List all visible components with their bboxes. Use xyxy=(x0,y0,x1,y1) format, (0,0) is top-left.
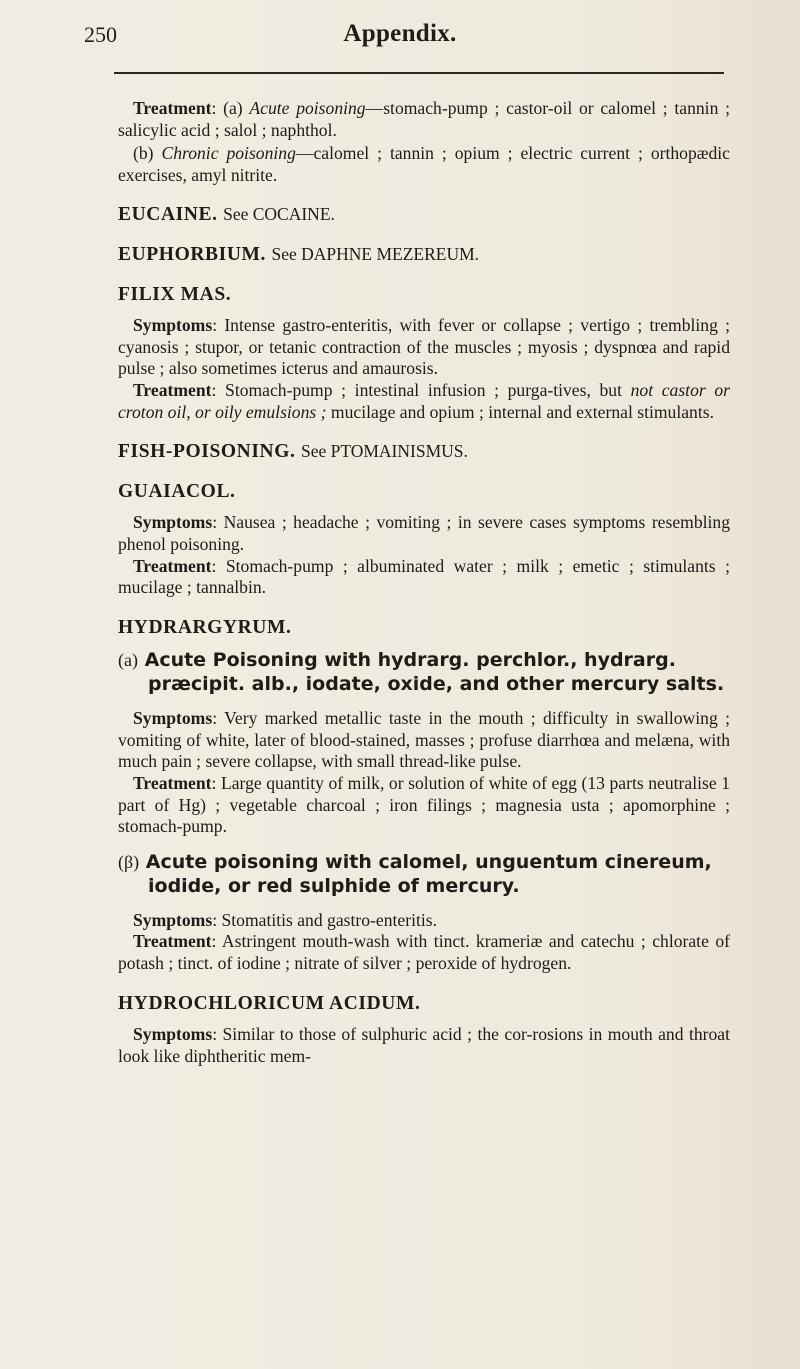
cross-reference: See COCAINE. xyxy=(223,204,335,225)
treatment-emphasis: not castor or croton oil, or oily emulsions ; xyxy=(118,379,730,422)
symptoms-label: Symptoms xyxy=(133,512,213,533)
running-title: Appendix. xyxy=(343,20,457,47)
treatment-label: Treatment xyxy=(133,931,212,952)
subsection-title: Acute poisoning with calomel, unguentum cinereum, iodide, or red sulphide of mercury. xyxy=(145,850,712,897)
treatment-paragraph: Treatment: (a) Acute poisoning—stomach-pump ; castor-oil or calomel ; tannin ; salicylic acid ; salol ; naphthol. xyxy=(118,98,730,140)
symptoms-label: Symptoms xyxy=(133,315,213,336)
list-marker: (a) xyxy=(223,98,243,118)
running-head xyxy=(0,20,800,60)
symptoms-paragraph: Symptoms: Stomatitis and gastro-enteritis. xyxy=(133,909,437,930)
symptoms-paragraph: Symptoms: Very marked metallic taste in the mouth ; difficulty in swallowing ; vomiting of white, later of blood-stained, masses ; profuse diarrhœa and melæna, with much pain ; severe collapse, with small thread-like pulse. xyxy=(118,708,731,772)
entry-title: FISH-POISONING. xyxy=(118,441,296,463)
treatment-paragraph xyxy=(118,143,730,186)
symptoms-paragraph: Symptoms: Nausea ; headache ; vomiting ; in severe cases symptoms resembling phenol poisoning. xyxy=(118,512,730,554)
treatment-text: Stomach-pump ; albuminated water ; milk ; emetic ; stimulants ; mucilage ; tannalbin. xyxy=(118,555,730,598)
treatment-label: Treatment xyxy=(133,555,212,576)
treatment-text: —stomach-pump ; castor-oil or calomel ; tannin ; salicylic acid ; salol ; naphthol. xyxy=(118,98,730,140)
symptoms-text: Very marked metallic taste in the mouth ; difficulty in swallowing ; vomiting of white, later of blood-stained, masses ; profuse diarrhœa and melæna, with much pain ; severe collapse, with small thread-like pulse. xyxy=(118,708,731,772)
subsection-heading xyxy=(118,850,730,898)
subsection-heading xyxy=(118,648,730,696)
treatment-text: —calomel ; tannin ; opium ; electric current ; orthopædic exercises, amyl nitrite. xyxy=(118,143,730,185)
list-marker: (a) xyxy=(118,650,138,671)
treatment-paragraph: Treatment: Stomach-pump ; albuminated water ; milk ; emetic ; stimulants ; mucilage ; tannalbin. xyxy=(118,555,730,598)
entry-title: GUAIACOL. xyxy=(118,480,236,502)
treatment-text: Stomach-pump ; intestinal infusion ; purga-tives, but xyxy=(225,379,631,400)
treatment-text: Large quantity of milk, or solution of white of egg (13 parts neutralise 1 part of Hg) ; vegetable charcoal ; iron filings ; magnesia usta ; apomorphine ; stomach-pump. xyxy=(118,773,730,837)
page-number: 250 xyxy=(84,22,117,47)
list-marker: (β) xyxy=(118,851,140,872)
entry-heading xyxy=(118,441,730,463)
entry-title: EUCAINE. xyxy=(118,204,218,226)
treatment-case: Acute poisoning xyxy=(249,98,366,118)
page-body xyxy=(118,98,730,1067)
entry-heading xyxy=(118,204,730,226)
entry-heading xyxy=(118,244,730,266)
symptoms-text: Similar to those of sulphuric acid ; the cor-rosions in mouth and throat look like diphtheritic mem- xyxy=(118,1024,730,1066)
symptoms-text: Stomatitis and gastro-enteritis. xyxy=(221,909,437,930)
entry-heading xyxy=(118,481,730,503)
header-rule xyxy=(114,72,724,74)
symptoms-paragraph: Symptoms: Similar to those of sulphuric acid ; the cor-rosions in mouth and throat look like diphtheritic mem- xyxy=(118,1024,730,1066)
treatment-paragraph: Treatment: Astringent mouth-wash with tinct. krameriæ and catechu ; chlorate of potash ; tinct. of iodine ; nitrate of silver ; peroxide of hydrogen. xyxy=(118,931,730,974)
symptoms-label: Symptoms xyxy=(133,1024,213,1045)
treatment-text: Astringent mouth-wash with tinct. krameriæ and catechu ; chlorate of potash ; tinct. of iodine ; nitrate of silver ; peroxide of hydrogen. xyxy=(118,931,730,974)
treatment-label: Treatment xyxy=(133,773,212,794)
treatment-paragraph: Treatment: Stomach-pump ; intestinal infusion ; purga-tives, but not castor or croton oil, or oily emulsions ; mucilage and opium ; internal and external stimulants. xyxy=(118,379,730,422)
treatment-label: Treatment xyxy=(133,98,212,118)
list-marker: (b) xyxy=(133,143,154,164)
treatment-paragraph: Treatment: Large quantity of milk, or solution of white of egg (13 parts neutralise 1 part of Hg) ; vegetable charcoal ; iron filings ; magnesia usta ; apomorphine ; stomach-pump. xyxy=(118,773,730,837)
symptoms-text: Nausea ; headache ; vomiting ; in severe cases symptoms resembling phenol poisoning. xyxy=(118,512,730,554)
entry-title: HYDRARGYRUM. xyxy=(118,616,292,638)
entry-heading xyxy=(118,284,730,306)
symptoms-text: Intense gastro-enteritis, with fever or collapse ; vertigo ; trembling ; cyanosis ; stupor, or tetanic contraction of the muscles ; myosis ; dyspnœa and rapid pulse ; also sometimes icterus and amaurosis. xyxy=(118,315,730,379)
entry-heading xyxy=(118,993,730,1015)
entry-title: HYDROCHLORICUM ACIDUM. xyxy=(118,992,421,1014)
symptoms-label: Symptoms xyxy=(133,708,213,729)
cross-reference: See PTOMAINISMUS. xyxy=(300,441,468,462)
treatment-case: Chronic poisoning xyxy=(161,143,296,164)
treatment-text: mucilage and opium ; internal and external stimulants. xyxy=(326,401,714,422)
entry-title: EUPHORBIUM. xyxy=(118,243,266,265)
subsection-title: Acute Poisoning with hydrarg. perchlor., hydrarg. præcipit. alb., iodate, oxide, and other mercury salts. xyxy=(144,649,725,696)
symptoms-label: Symptoms xyxy=(133,909,213,930)
entry-heading xyxy=(118,617,730,639)
entry-title: FILIX MAS. xyxy=(118,283,232,305)
cross-reference: See DAPHNE MEZEREUM. xyxy=(271,243,480,264)
treatment-label: Treatment xyxy=(133,379,212,400)
symptoms-paragraph: Symptoms: Intense gastro-enteritis, with fever or collapse ; vertigo ; trembling ; cyanosis ; stupor, or tetanic contraction of the muscles ; myosis ; dyspnœa and rapid pulse ; also sometimes icterus and amaurosis. xyxy=(118,315,730,379)
